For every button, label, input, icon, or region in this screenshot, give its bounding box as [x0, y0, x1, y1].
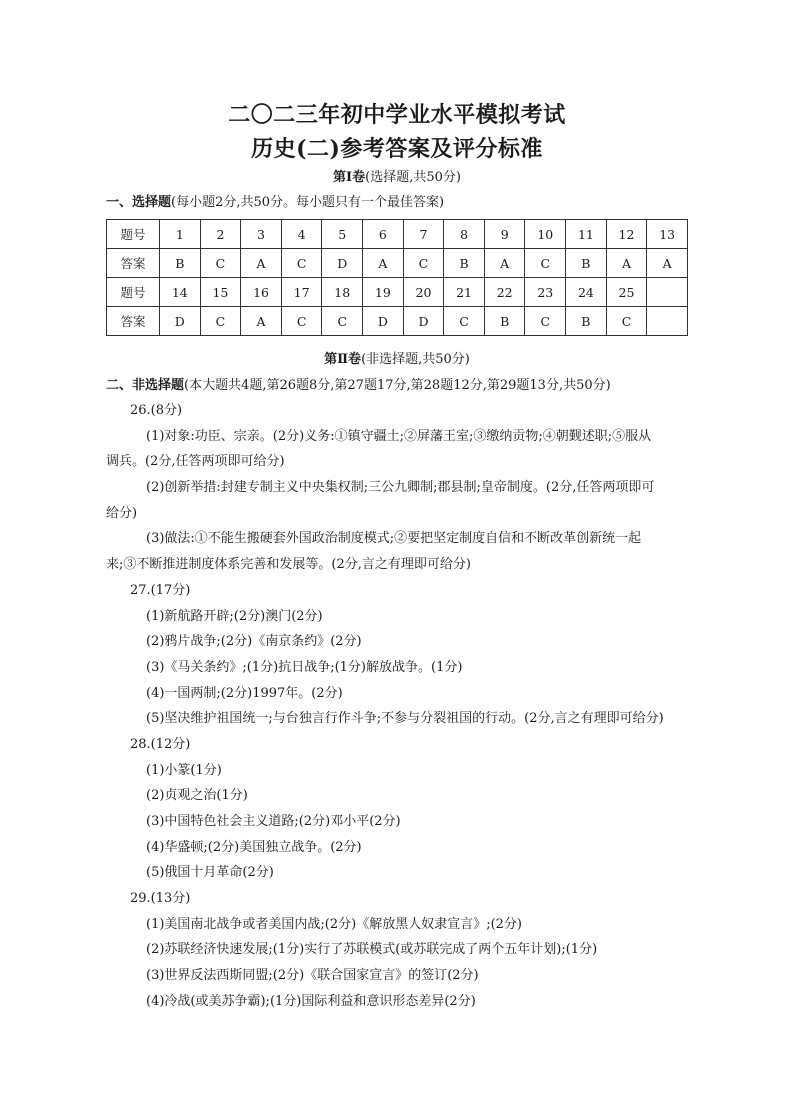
answer-cell: D	[160, 307, 201, 336]
question-heading: 26.(8分)	[130, 403, 183, 418]
table-question-row	[107, 220, 688, 249]
question-number-cell: 14	[160, 278, 201, 307]
answer-cell: D	[403, 307, 444, 336]
answer-cell: C	[525, 249, 566, 278]
answer-cell: C	[322, 307, 363, 336]
question-number-cell: 12	[606, 220, 647, 249]
answer-cell: A	[241, 249, 282, 278]
question-number-cell: 9	[484, 220, 525, 249]
section-2-label: 二、非选择题	[106, 378, 185, 393]
question-number-cell: 3	[241, 220, 282, 249]
question-number-cell: 13	[647, 220, 688, 249]
answer-cell: C	[403, 249, 444, 278]
answer-cell: C	[606, 307, 647, 336]
answer-line: (1)新航路开辟;(2分)澳门(2分)	[146, 608, 323, 624]
answer-line: (3)《马关条约》;(1分)抗日战争;(1分)解放战争。(1分)	[146, 659, 463, 675]
question-heading: 27.(17分)	[130, 582, 191, 598]
question-number-cell: 4	[281, 220, 322, 249]
answer-line: (1)对象:功臣、宗亲。(2分)义务:①镇守疆土;②屏藩王室;③缴纳贡物;④朝觐述职;⑤服从	[146, 428, 652, 444]
answer-cell: A	[241, 307, 282, 336]
question-number-cell: 11	[566, 220, 607, 249]
question-heading: 29.(13分)	[130, 891, 191, 907]
volume-2-name: 第Ⅱ卷	[324, 352, 362, 367]
answer-line: (5)坚决维护祖国统一;与台独言行作斗争;不参与分裂祖国的行动。(2分,言之有理即可给分)	[146, 711, 664, 727]
question-number-cell	[647, 278, 688, 307]
answer-line: (1)美国南北战争或者美国内战;(2分)《解放黑人奴隶宣言》;(2分)	[146, 916, 523, 932]
answer-cell: B	[444, 249, 485, 278]
answer-table	[106, 219, 688, 336]
answer-line: (3)世界反法西斯同盟;(2分)《联合国家宣言》的签订(2分)	[146, 968, 479, 984]
question-number-cell: 15	[200, 278, 241, 307]
row-label-cell: 答案	[107, 307, 160, 336]
answer-line: (3)中国特色社会主义道路;(2分)邓小平(2分)	[146, 814, 401, 829]
answer-cell: D	[322, 249, 363, 278]
answer-line: (2)创新举措:封建专制主义中央集权制;三公九卿制;郡县制;皇帝制度。(2分,任答两项即可	[146, 480, 655, 496]
table-answer-row	[107, 249, 688, 278]
answer-cell: B	[566, 307, 607, 336]
section-1-desc: (每小题2分,共50分。每小题只有一个最佳答案)	[171, 195, 445, 210]
section-1-heading	[106, 191, 444, 210]
answer-cell: C	[200, 249, 241, 278]
question-number-cell: 19	[363, 278, 404, 307]
volume-1-desc: (选择题,共50分)	[365, 170, 461, 185]
answer-cell: C	[281, 249, 322, 278]
question-number-cell: 8	[444, 220, 485, 249]
answer-cell: C	[200, 307, 241, 336]
question-number-cell: 21	[444, 278, 485, 307]
answer-cell: C	[444, 307, 485, 336]
row-label-cell: 题号	[107, 220, 160, 249]
answer-cell: A	[606, 249, 647, 278]
volume-1-name: 第Ⅰ卷	[333, 170, 366, 185]
title-line-1: 二〇二三年初中学业水平模拟考试	[228, 102, 566, 128]
question-number-cell: 25	[606, 278, 647, 307]
row-label-cell: 题号	[107, 278, 160, 307]
answer-line: (3)做法:①不能生搬硬套外国政治制度模式;②要把坚定制度自信和不断改革创新统一起	[146, 531, 642, 547]
volume-2-heading	[0, 348, 794, 367]
answer-cell: A	[484, 249, 525, 278]
answer-line: (4)华盛顿;(2分)美国独立战争。(2分)	[146, 839, 362, 855]
answer-line: (2)鸦片战争;(2分)《南京条约》(2分)	[146, 634, 362, 650]
section-1-label: 一、选择题	[106, 195, 172, 210]
table-question-row	[107, 278, 688, 307]
question-number-cell: 2	[200, 220, 241, 249]
question-number-cell: 18	[322, 278, 363, 307]
section-2-desc: (本大题共4题,第26题8分,第27题17分,第28题12分,第29题13分,共50分)	[184, 378, 611, 393]
answer-line: 来;③不断推进制度体系完善和发展等。(2分,言之有理即可给分)	[106, 557, 471, 573]
answer-cell: D	[363, 307, 404, 336]
answer-cell: B	[160, 249, 201, 278]
section-2-heading	[106, 374, 611, 393]
answer-line: (2)贞观之治(1分)	[146, 788, 248, 804]
answer-line: 调兵。(2分,任答两项即可给分)	[106, 454, 285, 470]
table-answer-row	[107, 307, 688, 336]
answer-line: (4)一国两制;(2分)1997年。(2分)	[146, 685, 343, 701]
question-number-cell: 20	[403, 278, 444, 307]
answer-cell: A	[647, 249, 688, 278]
question-number-cell: 22	[484, 278, 525, 307]
answer-line: 给分)	[106, 505, 138, 521]
question-number-cell: 23	[525, 278, 566, 307]
answer-cell: B	[566, 249, 607, 278]
answer-line: (5)俄国十月革命(2分)	[146, 865, 274, 881]
volume-1-heading	[0, 166, 794, 185]
answer-line: (2)苏联经济快速发展;(1分)实行了苏联模式(或苏联完成了两个五年计划);(1分)	[146, 942, 598, 958]
question-number-cell: 24	[566, 278, 607, 307]
answer-cell: C	[525, 307, 566, 336]
row-label-cell: 答案	[107, 249, 160, 278]
answer-cell: C	[281, 307, 322, 336]
title-line-2: 历史(二)参考答案及评分标准	[251, 136, 543, 162]
volume-2-desc: (非选择题,共50分)	[361, 352, 470, 367]
answer-cell: B	[484, 307, 525, 336]
answer-cell	[647, 307, 688, 336]
question-number-cell: 10	[525, 220, 566, 249]
answer-line: (1)小篆(1分)	[146, 762, 222, 778]
question-heading: 28.(12分)	[130, 736, 191, 752]
answer-content	[106, 398, 688, 1015]
question-number-cell: 16	[241, 278, 282, 307]
answer-line: (4)冷战(或美苏争霸);(1分)国际利益和意识形态差异(2分)	[146, 993, 476, 1009]
question-number-cell: 1	[160, 220, 201, 249]
question-number-cell: 6	[363, 220, 404, 249]
question-number-cell: 5	[322, 220, 363, 249]
question-number-cell: 7	[403, 220, 444, 249]
question-number-cell: 17	[281, 278, 322, 307]
answer-cell: A	[363, 249, 404, 278]
